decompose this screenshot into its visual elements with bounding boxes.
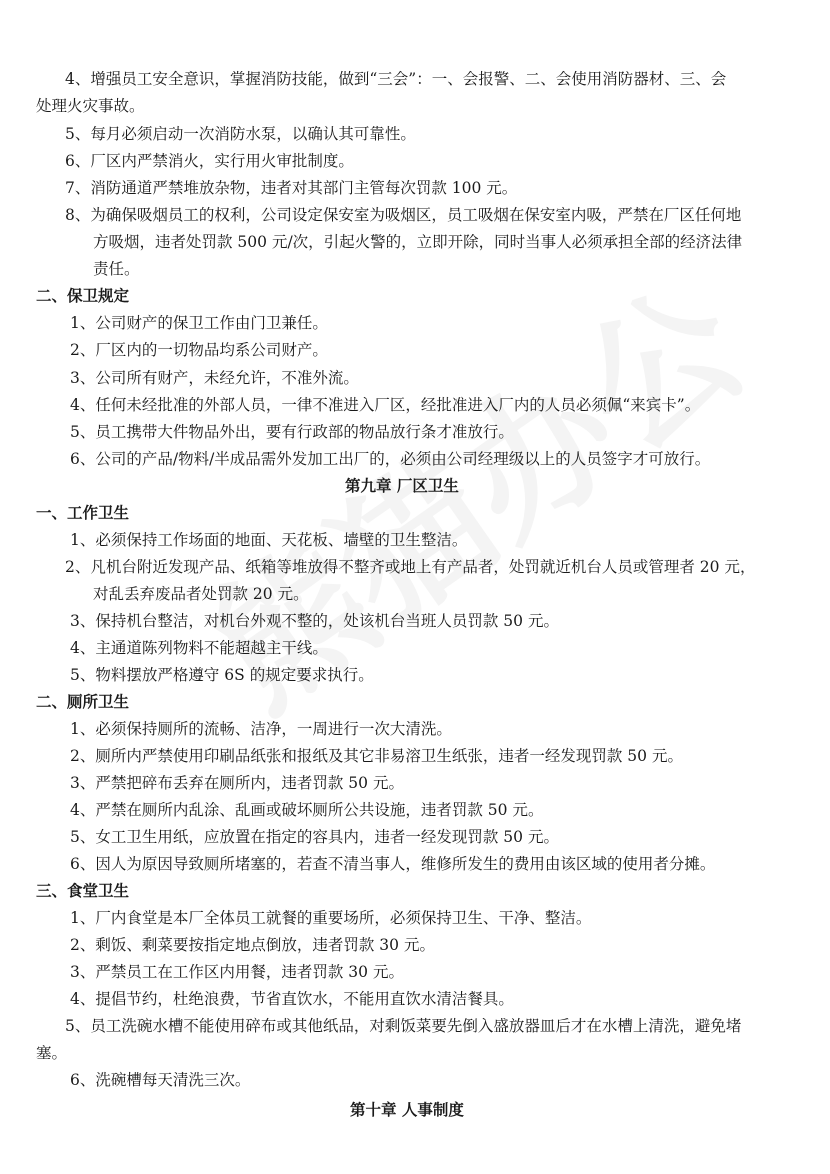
toilet-item-5: 5、女工卫生用纸，应放置在指定的容具内，违者一经发现罚款 50 元。 (70, 828, 559, 846)
work-item-5: 5、物料摆放严格遵守 6S 的规定要求执行。 (70, 666, 374, 684)
security-item-2: 2、厂区内的一切物品均系公司财产。 (70, 341, 328, 359)
canteen-item-2: 2、剩饭、剩菜要按指定地点倒放，违者罚款 30 元。 (70, 936, 435, 954)
section-heading-canteen: 三、食堂卫生 (36, 882, 130, 900)
toilet-item-1: 1、必须保持厕所的流畅、洁净，一周进行一次大清洗。 (70, 720, 452, 738)
work-item-2-cont: 对乱丢弃废品者处罚款 20 元。 (93, 585, 309, 603)
chapter-9-title: 第九章 厂区卫生 (345, 477, 459, 495)
fire-item-7: 7、消防通道严禁堆放杂物，违者对其部门主管每次罚款 100 元。 (65, 179, 518, 197)
toilet-item-4: 4、严禁在厕所内乱涂、乱画或破坏厕所公共设施，违者罚款 50 元。 (70, 801, 544, 819)
canteen-item-5: 5、员工洗碗水槽不能使用碎布或其他纸品，对剩饭菜要先倒入盛放器皿后才在水槽上清洗，避免堵 (65, 1017, 742, 1035)
canteen-item-1: 1、厂内食堂是本厂全体员工就餐的重要场所，必须保持卫生、干净、整洁。 (70, 909, 592, 927)
security-item-4: 4、任何未经批准的外部人员，一律不准进入厂区，经批准进入厂内的人员必须佩“来宾卡”。 (70, 396, 701, 414)
security-item-3: 3、公司所有财产，未经允许，不准外流。 (70, 369, 359, 387)
section-heading-work: 一、工作卫生 (36, 504, 130, 522)
toilet-item-3: 3、严禁把碎布丢弃在厕所内，违者罚款 50 元。 (70, 774, 404, 792)
canteen-item-5-cont: 塞。 (36, 1044, 68, 1062)
fire-item-8: 8、为确保吸烟员工的权利，公司设定保安室为吸烟区，员工吸烟在保安室内吸，严禁在厂区任何地 (65, 206, 742, 224)
fire-item-4: 4、增强员工安全意识，掌握消防技能，做到“三会”：一、会报警、二、会使用消防器材、三、会 (65, 70, 727, 88)
security-item-6: 6、公司的产品/物料/半成品需外发加工出厂的，必须由公司经理级以上的人员签字才可放行。 (70, 450, 711, 468)
section-heading-toilet: 二、厕所卫生 (36, 693, 130, 711)
fire-item-8-cont: 方吸烟，违者处罚款 500 元/次，引起火警的，立即开除，同时当事人必须承担全部的经济法律 (93, 233, 743, 251)
work-item-2: 2、凡机台附近发现产品、纸箱等堆放得不整齐或地上有产品者，处罚就近机台人员或管理者 20 元， (65, 558, 756, 576)
canteen-item-4: 4、提倡节约，杜绝浪费，节省直饮水，不能用直饮水清洁餐具。 (70, 990, 514, 1008)
fire-item-8-cont2: 责任。 (93, 260, 140, 278)
security-item-1: 1、公司财产的保卫工作由门卫兼任。 (70, 314, 328, 332)
fire-item-5: 5、每月必须启动一次消防水泵，以确认其可靠性。 (65, 125, 416, 143)
security-item-5: 5、员工携带大件物品外出，要有行政部的物品放行条才准放行。 (70, 423, 514, 441)
work-item-3: 3、保持机台整洁，对机台外观不整的，处该机台当班人员罚款 50 元。 (70, 612, 559, 630)
work-item-1: 1、必须保持工作场面的地面、天花板、墙壁的卫生整洁。 (70, 531, 468, 549)
canteen-item-3: 3、严禁员工在工作区内用餐，违者罚款 30 元。 (70, 963, 404, 981)
toilet-item-6: 6、因人为原因导致厕所堵塞的，若查不清当事人，维修所发生的费用由该区域的使用者分摊。 (70, 855, 716, 873)
toilet-item-2: 2、厕所内严禁使用印刷品纸张和报纸及其它非易溶卫生纸张，违者一经发现罚款 50 元。 (70, 747, 683, 765)
section-heading-security: 二、保卫规定 (36, 287, 130, 305)
work-item-4: 4、主通道陈列物料不能超越主干线。 (70, 639, 328, 657)
chapter-10-title: 第十章 人事制度 (350, 1101, 464, 1119)
canteen-item-6: 6、洗碗槽每天清洗三次。 (70, 1071, 251, 1089)
fire-item-6: 6、厂区内严禁消火，实行用火审批制度。 (65, 152, 354, 170)
fire-item-4-cont: 处理火灾事故。 (36, 97, 145, 115)
